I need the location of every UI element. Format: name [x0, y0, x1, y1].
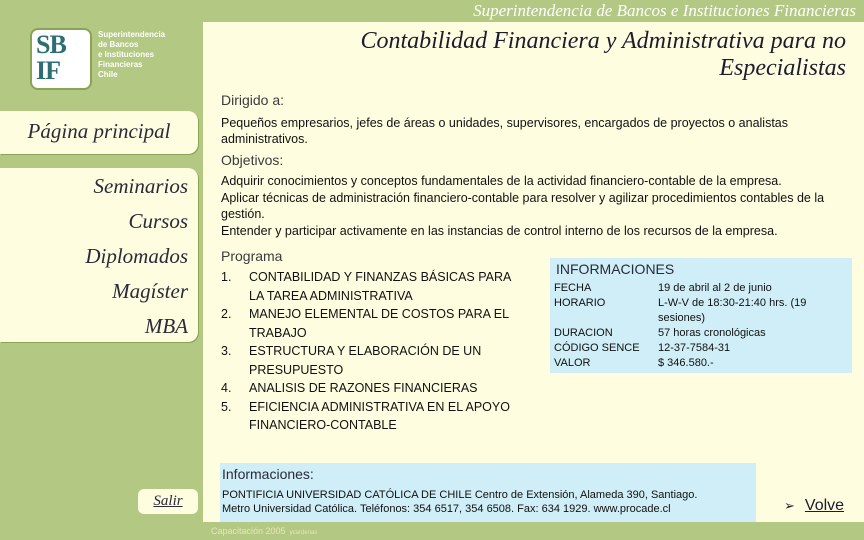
contact-title: Informaciones: — [222, 466, 314, 482]
program-item-number: 1. — [221, 270, 232, 284]
contact-line: PONTIFICIA UNIVERSIDAD CATÓLICA DE CHILE Centro de Extensión, Alameda 390, Santiago. — [222, 489, 698, 501]
info-row — [554, 341, 850, 356]
objective-item: Aplicar técnicas de administración financiero-contable para resolver y agilizar procedimientos contables de la gestión. — [221, 191, 825, 221]
nav-item-cursos[interactable]: Cursos — [128, 209, 188, 233]
logo-text-line: Financieras — [98, 60, 143, 69]
info-row — [554, 326, 850, 341]
page-title: Contabilidad Financiera y Administrativa para no Especialistas — [360, 28, 846, 81]
logo-text-line: e Instituciones — [98, 50, 155, 59]
back-link[interactable] — [784, 497, 844, 515]
arrow-right-icon: ➢ — [784, 498, 795, 513]
logo-text-line: Superintendencia — [98, 30, 166, 39]
program-item-text: MANEJO ELEMENTAL DE COSTOS PARA EL TRABAJO — [249, 307, 509, 340]
nav-item-diplomados[interactable]: Diplomados — [85, 244, 188, 268]
info-value: L-W-V de 18:30-21:40 hrs. (19 sesiones) — [658, 297, 807, 324]
program-item-number: 2. — [221, 307, 232, 321]
footer-text — [211, 526, 317, 536]
info-key: DURACION — [554, 327, 613, 339]
nav-item-seminarios[interactable]: Seminarios — [93, 174, 188, 198]
sbif-logo-mark — [30, 28, 92, 90]
info-table — [554, 281, 850, 371]
info-row — [554, 296, 850, 326]
info-key: FECHA — [554, 282, 592, 294]
logo-text-line: de Bancos — [98, 40, 139, 49]
program-item-number: 4. — [221, 381, 232, 395]
nav-menu — [0, 168, 198, 342]
footer — [203, 522, 864, 540]
nav-item-mba[interactable]: MBA — [144, 314, 188, 338]
institution-banner: Superintendencia de Bancos e Instituciones Financieras — [203, 0, 864, 22]
program-item-text: EFICIENCIA ADMINISTRATIVA EN EL APOYO FINANCIERO-CONTABLE — [249, 399, 510, 432]
info-key: HORARIO — [554, 297, 606, 309]
audience-text: Pequeños empresarios, jefes de áreas o unidades, supervisores, encargados de proyectos o analistas administrativos. — [221, 116, 789, 146]
info-value: $ 346.580.- — [658, 357, 714, 369]
logo-letters: SB IF — [36, 30, 66, 85]
info-value: 57 horas cronológicas — [658, 327, 766, 339]
audience-label: Dirigido a: — [221, 92, 285, 108]
program-item — [221, 305, 527, 342]
logo — [0, 22, 203, 100]
info-value: 12-37-7584-31 — [658, 342, 731, 354]
program-item — [221, 342, 527, 379]
contact-text — [222, 488, 752, 516]
info-key: VALOR — [554, 357, 591, 369]
footer-author: ycardenas — [289, 530, 318, 536]
logo-text — [98, 30, 198, 80]
exit-link[interactable]: Salir — [138, 489, 198, 514]
info-value: 19 de abril al 2 de junio — [658, 282, 772, 294]
program-item-number: 5. — [221, 399, 232, 414]
program-list — [221, 268, 527, 435]
objectives-label: Objetivos: — [221, 152, 284, 168]
contact-panel — [220, 463, 756, 523]
logo-text-line: Chile — [98, 70, 118, 79]
program-item — [221, 268, 527, 305]
objectives-list — [221, 173, 856, 240]
contact-line: Metro Universidad Católica. Teléfonos: 354 6517, 354 6508. Fax: 634 1929. www.procade.cl — [222, 503, 671, 515]
program-item — [221, 379, 527, 398]
objective-item: Entender y participar activamente en las instancias de control interno de los recursos de la empresa. — [221, 224, 778, 238]
program-item-text: ESTRUCTURA Y ELABORACIÓN DE UN PRESUPUESTO — [249, 344, 482, 377]
course-info-panel — [550, 258, 852, 373]
sidebar — [0, 0, 203, 540]
program-label: Programa — [221, 248, 283, 264]
program-item-text: ANALISIS DE RAZONES FINANCIERAS — [249, 381, 478, 395]
back-link-label: Volve — [804, 497, 845, 514]
info-key: CÓDIGO SENCE — [554, 342, 640, 354]
program-item-number: 3. — [221, 344, 232, 358]
program-item — [221, 398, 527, 435]
info-row — [554, 356, 850, 371]
info-row — [554, 281, 850, 296]
program-item-text: CONTABILIDAD Y FINANZAS BÁSICAS PARA LA TAREA ADMINISTRATIVA — [249, 270, 511, 303]
nav-home-link[interactable]: Página principal — [0, 111, 198, 154]
footer-caption: Capacitación 2005 — [211, 526, 286, 536]
objective-item: Adquirir conocimientos y conceptos fundamentales de la actividad financiero-contable de la empresa. — [221, 174, 782, 188]
nav-item-magister[interactable]: Magíster — [112, 279, 188, 303]
info-title: INFORMACIONES — [556, 261, 675, 277]
